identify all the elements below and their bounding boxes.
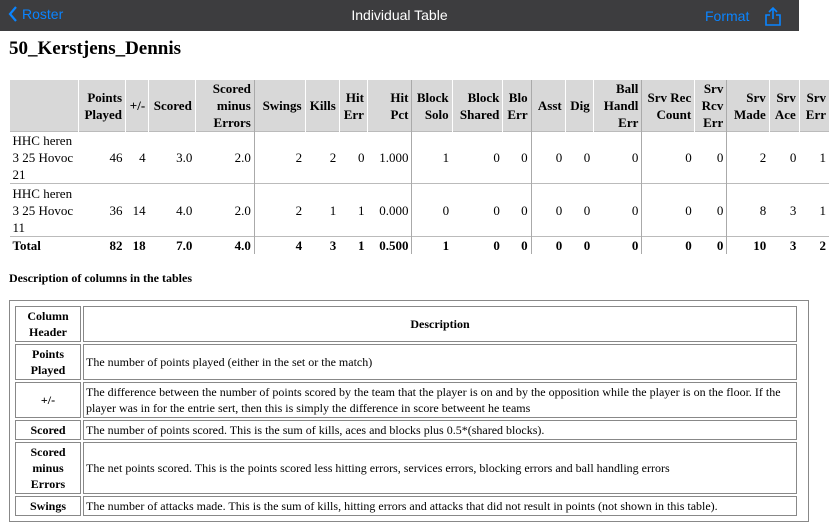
cell-srv-rcv-err: 0	[695, 237, 727, 255]
cell-plus-minus: 14	[126, 184, 149, 237]
col-plus-minus: +/-	[126, 80, 149, 132]
cell-scored: 3.0	[149, 132, 196, 184]
cell-srv-err: 1	[799, 132, 829, 184]
col-srv-err: Srv Err	[799, 80, 829, 132]
cell-srv-made: 8	[727, 184, 769, 237]
share-button[interactable]	[764, 6, 782, 31]
cell-kills: 3	[305, 237, 339, 255]
cell-srv-err: 2	[799, 237, 829, 255]
col-srv-ace: Srv Ace	[769, 80, 799, 132]
cell-points-played: 36	[79, 184, 126, 237]
col-ball-handl-err: Ball Handl Err	[593, 80, 642, 132]
cell-ball-handl-err: 0	[593, 132, 642, 184]
col-block-err: Blo Err	[503, 80, 531, 132]
col-dig: Dig	[565, 80, 593, 132]
table-row	[10, 132, 829, 184]
description-row	[15, 420, 797, 440]
col-asst: Asst	[531, 80, 565, 132]
row-label: HHC heren 3 25 Hovoc 11	[10, 184, 79, 237]
cell-hit-err: 1	[339, 237, 367, 255]
cell-block-solo: 1	[412, 237, 452, 255]
cell-scored-minus-errors: 4.0	[195, 237, 254, 255]
desc-row-header: Scored minus Errors	[15, 442, 81, 494]
desc-row-text: The net points scored. This is the points scored less hitting errors, services errors, blocking errors and ball handling errors	[83, 442, 797, 494]
cell-srv-rec-count: 0	[642, 132, 695, 184]
desc-row-header: +/-	[15, 382, 81, 418]
cell-ball-handl-err: 0	[593, 237, 642, 255]
cell-dig: 0	[565, 132, 593, 184]
cell-asst: 0	[531, 184, 565, 237]
description-row	[15, 382, 797, 418]
format-button[interactable]: Format	[705, 8, 749, 24]
col-hit-err: Hit Err	[339, 80, 367, 132]
cell-block-err: 0	[503, 184, 531, 237]
cell-srv-rcv-err: 0	[695, 132, 727, 184]
desc-row-header: Points Played	[15, 344, 81, 380]
col-srv-rec-count: Srv Rec Count	[642, 80, 695, 132]
row-label: Total	[10, 237, 79, 255]
cell-block-err: 0	[503, 237, 531, 255]
cell-points-played: 82	[79, 237, 126, 255]
cell-kills: 2	[305, 132, 339, 184]
cell-swings: 2	[254, 132, 305, 184]
cell-srv-ace: 0	[769, 132, 799, 184]
cell-asst: 0	[531, 237, 565, 255]
cell-hit-pct: 0.500	[367, 237, 412, 255]
description-table	[13, 304, 799, 518]
cell-block-solo: 1	[412, 132, 452, 184]
cell-scored-minus-errors: 2.0	[195, 132, 254, 184]
cell-swings: 4	[254, 237, 305, 255]
cell-srv-made: 10	[727, 237, 769, 255]
cell-hit-pct: 0.000	[367, 184, 412, 237]
cell-srv-ace: 3	[769, 237, 799, 255]
col-block-shared: Block Shared	[452, 80, 503, 132]
cell-srv-rec-count: 0	[642, 184, 695, 237]
col-scored: Scored	[149, 80, 196, 132]
share-icon	[764, 6, 782, 26]
col-srv-made: Srv Made	[727, 80, 769, 132]
col-hit-pct: Hit Pct	[367, 80, 412, 132]
table-row	[10, 184, 829, 237]
desc-row-header: Swings	[15, 496, 81, 516]
row-label: HHC heren 3 25 Hovoc 21	[10, 132, 79, 184]
cell-hit-err: 0	[339, 132, 367, 184]
cell-srv-made: 2	[727, 132, 769, 184]
cell-block-solo: 0	[412, 184, 452, 237]
cell-hit-err: 1	[339, 184, 367, 237]
cell-block-err: 0	[503, 132, 531, 184]
cell-scored: 4.0	[149, 184, 196, 237]
nav-bar	[0, 0, 799, 31]
desc-row-text: The number of points scored. This is the sum of kills, aces and blocks plus 0.5*(shared blocks).	[83, 420, 797, 440]
desc-col-description: Description	[83, 306, 797, 342]
desc-row-text: The number of attacks made. This is the sum of kills, hitting errors and attacks that did not result in points (not shown in this table).	[83, 496, 797, 516]
back-label: Roster	[22, 6, 63, 22]
col-swings: Swings	[254, 80, 305, 132]
description-row	[15, 344, 797, 380]
cell-scored: 7.0	[149, 237, 196, 255]
stats-table	[9, 80, 829, 254]
col-scored-minus-errors: Scored minus Errors	[195, 80, 254, 132]
cell-block-shared: 0	[452, 132, 503, 184]
nav-title: Individual Table	[0, 7, 799, 23]
desc-row-header: Scored	[15, 420, 81, 440]
player-name: 50_Kerstjens_Dennis	[9, 38, 181, 60]
cell-hit-pct: 1.000	[367, 132, 412, 184]
desc-row-text: The difference between the number of points scored by the team that the player is on and by the opposition while the player is on the floor. If the player was in for the entrie sert, then this is simply the difference in score betweent he teams	[83, 382, 797, 418]
cell-srv-ace: 3	[769, 184, 799, 237]
cell-block-shared: 0	[452, 184, 503, 237]
cell-plus-minus: 4	[126, 132, 149, 184]
cell-swings: 2	[254, 184, 305, 237]
description-row	[15, 442, 797, 494]
table-row-total	[10, 237, 829, 255]
description-row	[15, 496, 797, 516]
cell-dig: 0	[565, 184, 593, 237]
desc-col-header: Column Header	[15, 306, 81, 342]
cell-dig: 0	[565, 237, 593, 255]
cell-points-played: 46	[79, 132, 126, 184]
cell-srv-rec-count: 0	[642, 237, 695, 255]
cell-block-shared: 0	[452, 237, 503, 255]
col-srv-rcv-err: Srv Rcv Err	[695, 80, 727, 132]
col-points-played: Points Played	[79, 80, 126, 132]
cell-plus-minus: 18	[126, 237, 149, 255]
cell-asst: 0	[531, 132, 565, 184]
cell-srv-err: 1	[799, 184, 829, 237]
col-block-solo: Block Solo	[412, 80, 452, 132]
cell-kills: 1	[305, 184, 339, 237]
col-kills: Kills	[305, 80, 339, 132]
col-label	[10, 80, 79, 132]
description-heading: Description of columns in the tables	[9, 271, 192, 286]
cell-scored-minus-errors: 2.0	[195, 184, 254, 237]
desc-row-text: The number of points played (either in the set or the match)	[83, 344, 797, 380]
cell-ball-handl-err: 0	[593, 184, 642, 237]
cell-srv-rcv-err: 0	[695, 184, 727, 237]
